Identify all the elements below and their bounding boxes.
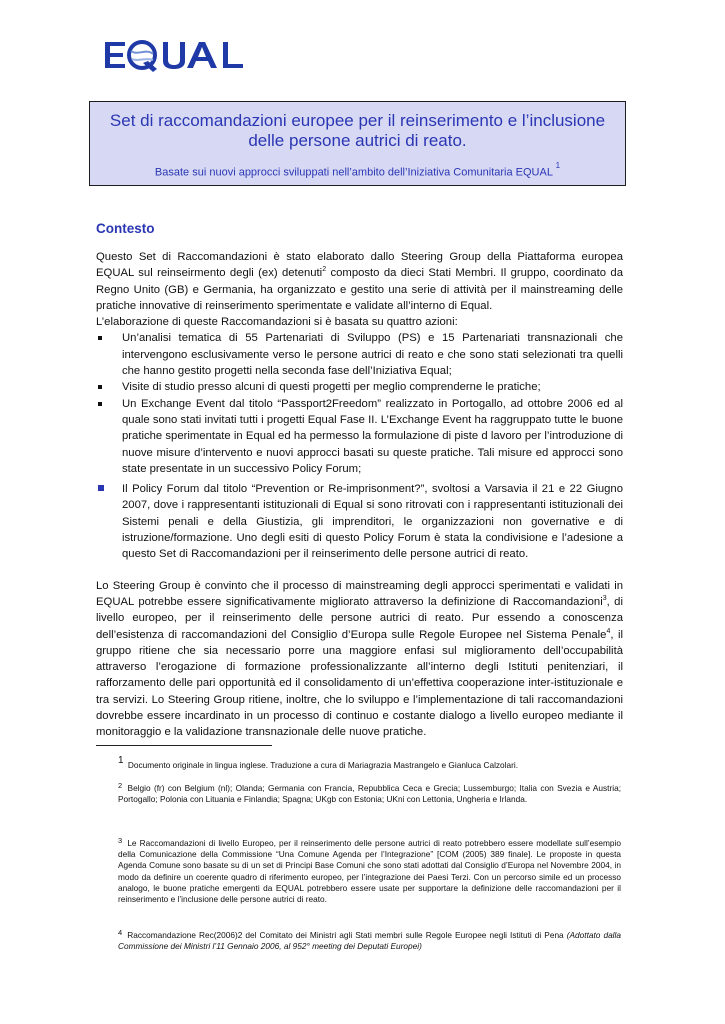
footnote-1 (118, 755, 621, 771)
paragraph-3 (96, 578, 623, 741)
footnote-text: Le Raccomandazioni di livello Europeo, per il reinserimento delle persone autrici di reato potrebbero essere modellate sull’esempio della Comunicazione della Commissione “Una Comune Agenda per l’Integrazione” [COM (2005) 389 finale]. Le proposte in questa Agenda Comune sono basate su di un set di Principi Base Comuni che sono stati adottati dal Consiglio d’Europa nel Novembre 2004, in modo da definire un coerente quadro di riferimento europeo, per l’integrazione dei Paesi Terzi. Con un percorso simile ed un processo analogo, le buone pratiche emergenti da EQUAL potrebbero essere usate per supportare la definizione delle raccomandazioni per il reinserimento e l’inclusione delle persone autrici di reato. (118, 838, 622, 905)
title-line-1: Set di raccomandazioni europee per il reinserimento e l’inclusione (109, 111, 606, 130)
paragraph-1-text-b: composto da dieci Stati Membri. Il gruppo, coordinato da Regno Unito (GB) e Germania, ha organizzato e gestito una serie di attività per il mainstreaming delle pratiche innovative di reinserimento sperimentate e validate all’interno di Equal. (96, 267, 623, 312)
subtitle-text: Basate sui nuovi approcci sviluppati nell’ambito dell’Iniziativa Comunitaria EQUAL (154, 166, 553, 179)
footnote-number: 3 (118, 836, 123, 845)
title-box (89, 101, 626, 186)
paragraph-3-text-c: , il gruppo ritiene che sia necessario porre una maggiore enfasi sul miglioramento dell’occupabilità attraverso l’erogazione di formazione professionalizzante all’interno degli Istituti penitenziari, il rafforzamento delle pari opportunità ed il consolidamento di un’effettiva cooperazione inter-istituzionale e tra servizi. Lo Steering Group ritiene, inoltre, che lo sviluppo e l’implementazione di tali raccomandazioni dovrebbe essere incardinato in un processo di continuo e costante dialogo a livello europeo mediante il monitoraggio e la validazione transnazionale delle nuove pratiche. (96, 628, 623, 739)
body-text (96, 249, 623, 741)
footnote-text: Documento originale in lingua inglese. Traduzione a cura di Mariagrazia Mastrangelo e Gianluca Calzolari. (127, 760, 519, 770)
paragraph-1 (96, 249, 623, 314)
footnote-ref-2: 2 (322, 266, 327, 274)
paragraph-3-text-b: , di livello europeo, per il reinserimento delle persone autrici di reato. Pur essendo a conoscenza dell’esistenza di raccomandazioni del Consiglio d’Europa sulle Regole Europee nel Sistema Penale (96, 595, 623, 641)
footnote-number: 2 (118, 781, 123, 790)
title-line-2: delle persone autrici di reato. (248, 131, 467, 150)
footnote-2 (118, 783, 621, 805)
document-title (90, 111, 625, 151)
list-item: Un Exchange Event dal titolo “Passport2Freedom” realizzato in Portogallo, ad ottobre 2006 ed al quale sono stati invitati tutti i progetti Equal Fase II. L’Exchange Event ha raggruppato tutte le buone pratiche sperimentate in Equal ed ha permesso la formulazione di piste d lavoro per l’introduzione di nuove misure d’intervento e nuovi approcci basati su queste pratiche. Tali misure ed approcci sono state presentate in un successivo Policy Forum; (96, 396, 623, 477)
paragraph-2: L’elaborazione di queste Raccomandazioni si è basata su quattro azioni: (96, 316, 458, 329)
actions-list (96, 330, 623, 562)
footnote-ref-1: 1 (555, 161, 561, 170)
footnote-ref-3: 3 (602, 595, 607, 603)
footnote-number: 1 (118, 755, 124, 766)
list-item: Visite di studio presso alcuni di questi progetti per meglio comprenderne le pratiche; (96, 379, 623, 395)
document-subtitle (90, 161, 625, 179)
section-heading-contesto: Contesto (96, 221, 155, 236)
footnote-separator (96, 745, 272, 746)
equal-logo-graphic (103, 36, 268, 74)
list-item: Il Policy Forum dal titolo “Prevention or Re-imprisonment?”, svoltosi a Varsavia il 21 e 22 Giugno 2007, dove i rappresentanti istituzionali di Equal si sono ritrovati con i rappresentanti istituzionali dei Sistemi penali e della Giustizia, gli imprenditori, le organizzazioni non governative e di istruzione/formazione. Uno degli esiti di questo Policy Forum è stata la condivisione e l’adesione a questo Set di Raccomandazioni per il reinserimento delle persone autrici di reato. (96, 481, 623, 562)
footnote-ref-4: 4 (606, 627, 611, 635)
paragraph-3-text-a: Lo Steering Group è convinto che il processo di mainstreaming degli approcci sperimentati e validati in EQUAL potrebbe essere significativamente migliorato attraverso la definizione di Raccomandazioni (96, 579, 623, 608)
footnote-text: Belgio (fr) con Belgium (nl); Olanda; Germania con Francia, Repubblica Ceca e Grecia; Lussemburgo; Italia con Svezia e Austria; Portogallo; Polonia con Lituania e Finlandia; Spagna; UKgb con Estonia; UKni con Lettonia, Ungheria e Irlanda. (118, 783, 621, 805)
footnote-4 (118, 930, 621, 952)
footnote-text: Raccomandazione Rec(2006)2 del Comitato dei Ministri agli Stati membri sulle Regole Europee negli Istituti di Pena (127, 930, 567, 940)
list-item: Un’analisi tematica di 55 Partenariati di Sviluppo (PS) e 15 Partenariati transnazionali che intervengono esclusivamente verso le persone autrici di reato e che sono stati selezionati tra quelli che hanno gestito progetti nella seconda fase dell’Iniziativa Equal; (96, 330, 623, 379)
paragraph-1-text-a: Questo Set di Raccomandazioni è stato elaborato dallo Steering Group della Piattaforma europea EQUAL sul reinseirmento degli (ex) detenuti (96, 251, 623, 280)
footnote-3 (118, 838, 621, 905)
equal-logo (103, 36, 268, 74)
footnote-number: 4 (118, 928, 123, 937)
footnote-italic-text: (Adottato dalla Commissione dei Ministri l’11 Gennaio 2006, al 952° meeting dei Deputati Europei) (118, 930, 621, 952)
spacer (96, 563, 623, 578)
